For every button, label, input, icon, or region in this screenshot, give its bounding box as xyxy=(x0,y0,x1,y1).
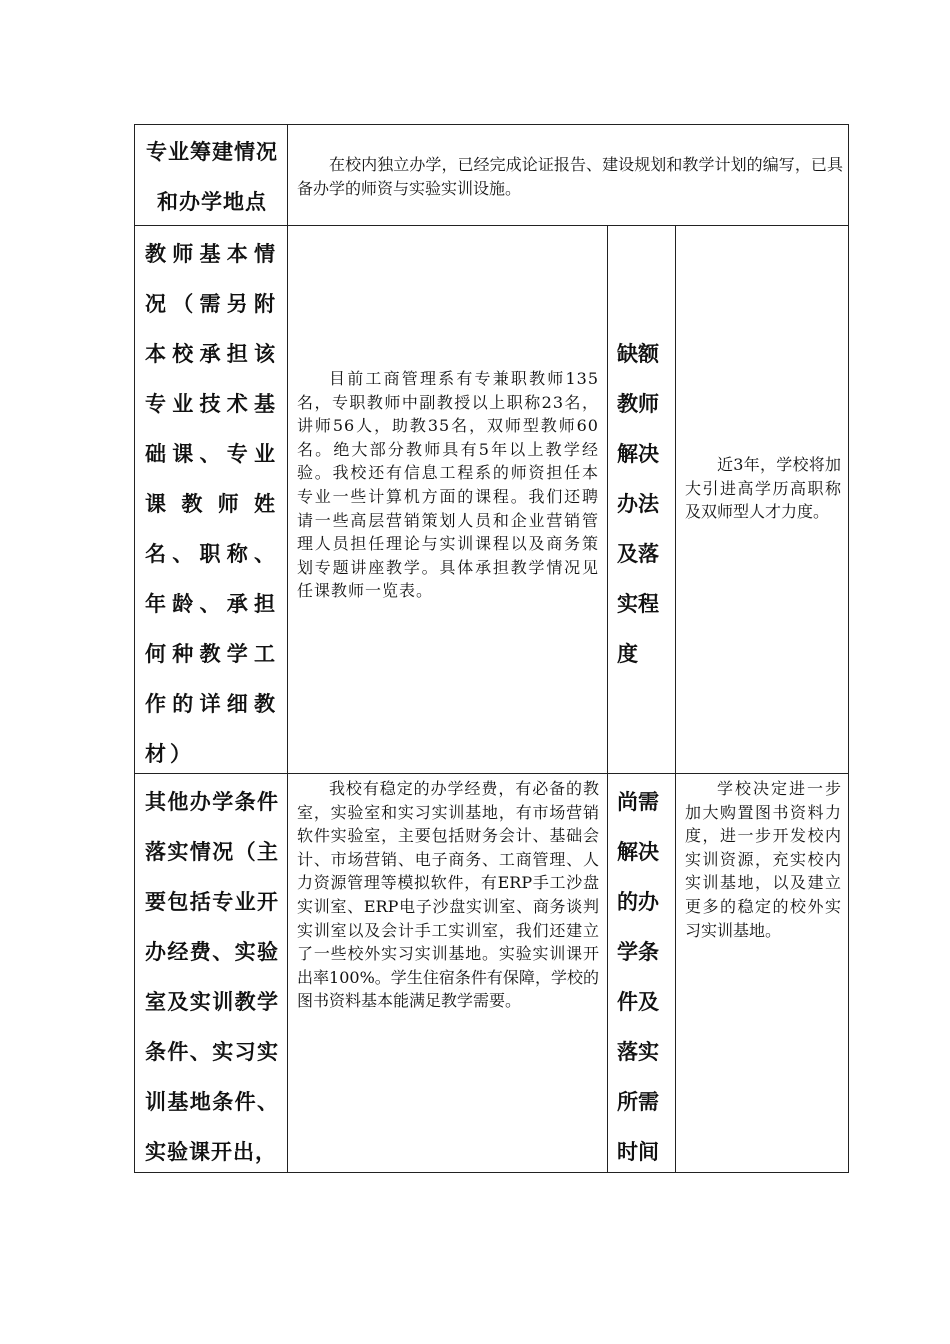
application-form-table xyxy=(134,124,849,1173)
row2-side-label: 缺额教师解决办法及落实程度 xyxy=(617,341,659,666)
row2-label: 教师基本情况（需另附本校承担该专业技术基础课、专业课教师姓名、职称、年龄、承担何种教学工作的详细教材） xyxy=(145,241,279,766)
row2-content: 目前工商管理系有专兼职教师135名，专职教师中副教授以上职称23名，讲师56人，助教35名，双师型教师60名。绝大部分教师具有5年以上教学经验。我校还有信息工程系的师资担任本专业一些计算机方面的课程。我们还聘请一些高层营销策划人员和企业营销管理人员担任理论与实训课程以及商务策划专题讲座教学。具体承担教学情况见任课教师一览表。 xyxy=(297,369,599,601)
column-divider xyxy=(287,125,288,1172)
column-divider xyxy=(607,225,608,1172)
row3-content: 我校有稳定的办学经费，有必备的教室，实验室和实习实训基地，有市场营销软件实验室，主要包括财务会计、基础会计、市场营销、电子商务、工商管理、人力资源管理等模拟软件，有ERP手工沙盘实训室、ERP电子沙盘实训室、商务谈判实训室以及会计手工实训室，我们还建立了一些校外实习实训基地。实验实训课开出率100%。学生住宿条件有保障，学校的图书资料基本能满足教学需要。 xyxy=(297,779,599,1011)
row3-label: 其他办学条件落实情况（主要包括专业开办经费、实验室及实训教学条件、实习实训基地条件、实验课开出， xyxy=(145,789,279,1164)
column-divider xyxy=(675,225,676,1172)
row2-side-content: 近3年，学校将加大引进高学历高职称及双师型人才力度。 xyxy=(685,455,841,522)
row1-content: 在校内独立办学，已经完成论证报告、建设规划和教学计划的编写，已具备办学的师资与实验实训设施。 xyxy=(297,155,843,198)
row3-side-label: 尚需解决的办学条件及落实所需时间 xyxy=(617,789,659,1164)
row3-side-content: 学校决定进一步加大购置图书资料力度，进一步开发校内实训资源，充实校内实训基地，以及建立更多的稳定的校外实习实训基地。 xyxy=(685,779,841,940)
row1-label: 专业筹建情况和办学地点 xyxy=(146,139,278,214)
